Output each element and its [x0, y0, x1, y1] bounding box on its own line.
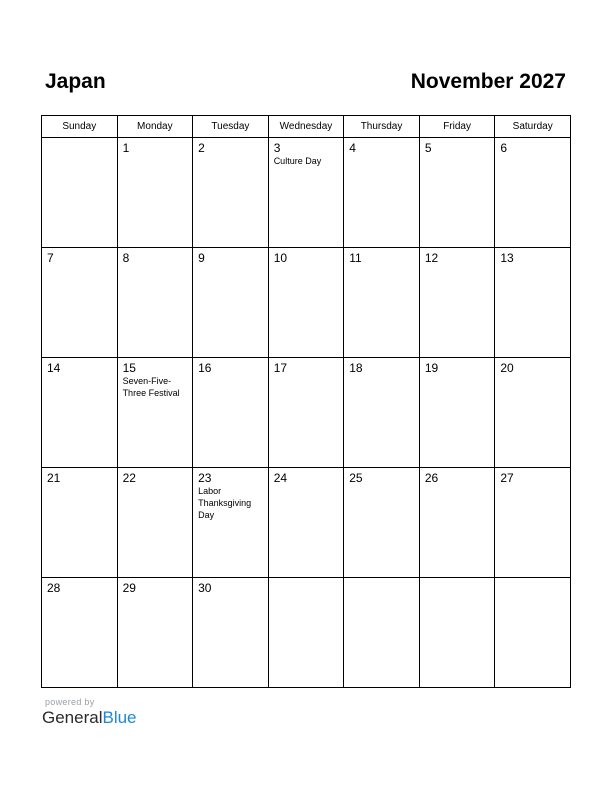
day-cell	[419, 248, 495, 358]
day-cell	[495, 468, 571, 578]
day-number: 28	[47, 581, 61, 595]
calendar-grid	[41, 115, 571, 688]
day-number: 30	[198, 581, 212, 595]
weekday-monday: Monday	[117, 116, 193, 138]
day-cell	[42, 578, 118, 688]
day-number: 6	[500, 141, 508, 155]
day-cell	[193, 468, 269, 578]
day-cell	[193, 358, 269, 468]
day-number: 17	[273, 361, 288, 375]
day-number: 22	[122, 471, 136, 485]
day-cell	[268, 358, 344, 468]
week-row	[42, 138, 571, 248]
day-cell	[268, 138, 344, 248]
day-cell	[268, 468, 344, 578]
day-cell	[344, 578, 420, 688]
day-cell	[268, 578, 344, 688]
day-number: 12	[424, 251, 439, 265]
month-year-title: November 2027	[410, 70, 566, 93]
day-number: 18	[349, 361, 363, 375]
weekday-saturday: Saturday	[495, 116, 571, 138]
day-number: 10	[273, 251, 288, 265]
day-cell	[419, 358, 495, 468]
day-number: 20	[500, 361, 514, 375]
day-cell	[117, 468, 193, 578]
weekday-thursday: Thursday	[344, 116, 420, 138]
day-number: 8	[122, 251, 130, 265]
brand-blue-text: Blue	[102, 708, 137, 727]
day-number: 16	[198, 361, 212, 375]
day-cell	[419, 138, 495, 248]
week-row	[42, 578, 571, 688]
day-cell	[495, 578, 571, 688]
day-cell	[117, 358, 193, 468]
day-cell	[344, 468, 420, 578]
day-cell	[193, 578, 269, 688]
day-number: 1	[122, 141, 130, 155]
holiday-label: Seven-Five-Three Festival	[122, 376, 180, 398]
week-row	[42, 358, 571, 468]
day-cell	[117, 248, 193, 358]
day-number: 23	[198, 471, 212, 485]
day-cell	[42, 248, 118, 358]
holiday-label: Culture Day	[273, 156, 322, 166]
day-number: 14	[47, 361, 61, 375]
weekday-friday: Friday	[419, 116, 495, 138]
day-number: 21	[47, 471, 61, 485]
weekday-sunday: Sunday	[42, 116, 118, 138]
day-cell	[495, 248, 571, 358]
day-cell	[193, 248, 269, 358]
day-cell	[193, 138, 269, 248]
brand-general-text: General	[42, 708, 103, 727]
powered-by-label: powered by	[45, 697, 95, 707]
day-number: 4	[349, 141, 356, 155]
day-number: 15	[122, 361, 136, 375]
day-cell	[117, 578, 193, 688]
day-cell	[117, 138, 193, 248]
day-cell	[495, 358, 571, 468]
week-row	[42, 468, 571, 578]
day-cell	[268, 248, 344, 358]
day-cell	[42, 138, 118, 248]
day-number: 5	[424, 141, 432, 155]
day-cell	[495, 138, 571, 248]
country-title: Japan	[45, 70, 106, 93]
day-number: 11	[349, 251, 362, 265]
weekday-tuesday: Tuesday	[193, 116, 269, 138]
day-number: 29	[122, 581, 136, 595]
day-number: 27	[500, 471, 514, 485]
day-number: 26	[424, 471, 439, 485]
day-number: 2	[198, 141, 205, 155]
day-number: 25	[349, 471, 363, 485]
day-number: 9	[198, 251, 205, 265]
day-cell	[419, 468, 495, 578]
day-cell	[344, 248, 420, 358]
holiday-label: Labor Thanksgiving Day	[198, 486, 252, 520]
day-number: 7	[47, 251, 54, 265]
generalblue-logo	[42, 708, 137, 728]
weekday-header-row	[42, 116, 571, 138]
day-number: 24	[273, 471, 288, 485]
day-cell	[419, 578, 495, 688]
day-cell	[42, 358, 118, 468]
day-cell	[344, 358, 420, 468]
day-number: 13	[500, 251, 514, 265]
week-row	[42, 248, 571, 358]
weekday-wednesday: Wednesday	[268, 116, 344, 138]
day-cell	[42, 468, 118, 578]
day-cell	[344, 138, 420, 248]
day-number: 3	[273, 141, 281, 155]
day-number: 19	[424, 361, 439, 375]
